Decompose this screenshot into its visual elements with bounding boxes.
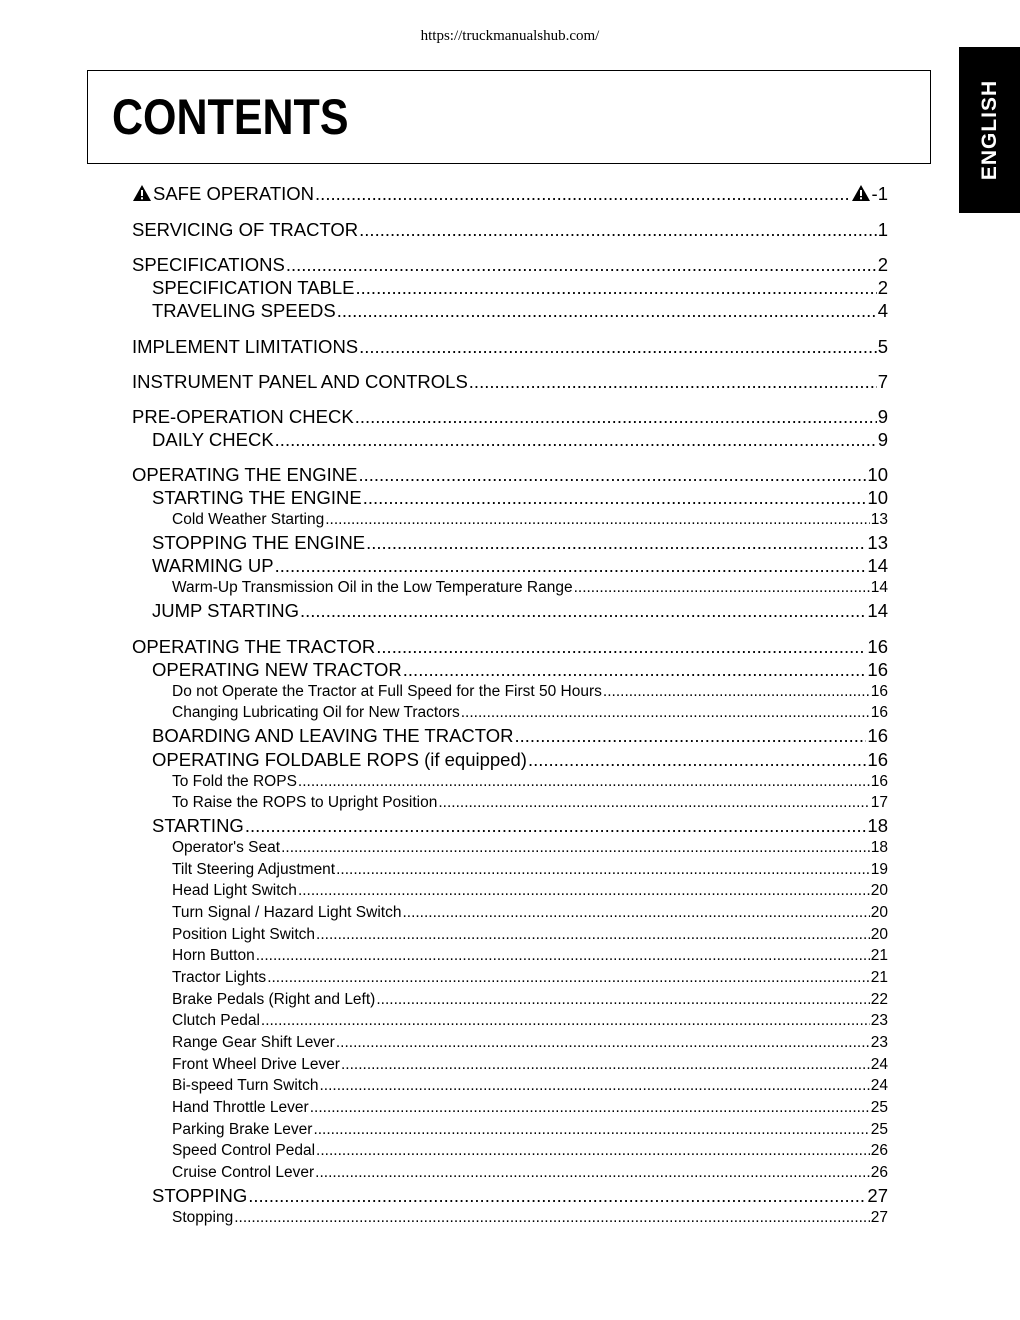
toc-entry-page: 24 (870, 1056, 888, 1073)
warning-triangle-icon (132, 184, 152, 202)
toc-entry[interactable] (152, 659, 888, 681)
toc-entry[interactable] (172, 969, 888, 987)
toc-entry-page: 26 (870, 1142, 888, 1159)
toc-entry[interactable] (172, 1209, 888, 1227)
dot-leader (355, 406, 877, 428)
toc-entry[interactable] (132, 183, 888, 205)
toc-entry-label: Clutch Pedal (172, 1012, 260, 1029)
toc-entry-label: To Fold the ROPS (172, 773, 297, 790)
dot-leader (325, 511, 870, 529)
toc-entry-label: PRE-OPERATION CHECK (132, 406, 354, 427)
toc-entry[interactable] (152, 600, 888, 622)
dot-leader (356, 277, 877, 299)
toc-entry-label: Speed Control Pedal (172, 1142, 316, 1159)
toc-entry[interactable] (172, 861, 888, 879)
toc-entry-page: 25 (870, 1099, 888, 1116)
dot-leader (298, 773, 870, 791)
dot-leader (341, 1056, 870, 1074)
toc-entry-label: Head Light Switch (172, 882, 297, 899)
toc-entry[interactable] (132, 336, 888, 358)
toc-entry-label: STARTING (152, 815, 244, 836)
toc-entry-page: 25 (870, 1121, 888, 1138)
toc-entry-label: OPERATING NEW TRACTOR (152, 659, 402, 680)
toc-entry[interactable] (172, 991, 888, 1009)
toc-entry-page: 2 (877, 277, 888, 298)
dot-leader (248, 1185, 866, 1207)
dot-leader (363, 487, 867, 509)
toc-entry-label: Position Light Switch (172, 926, 316, 943)
dot-leader (603, 683, 870, 701)
warning-triangle-icon (851, 184, 871, 202)
toc-entry-page: 27 (870, 1209, 888, 1226)
toc-entry-label: Tilt Steering Adjustment (172, 861, 336, 878)
toc-entry-label: OPERATING THE ENGINE (132, 464, 358, 485)
toc-entry[interactable] (132, 219, 888, 241)
toc-entry-label: IMPLEMENT LIMITATIONS (132, 336, 359, 357)
dot-leader (469, 371, 877, 393)
toc-entry[interactable] (132, 464, 888, 486)
toc-entry[interactable] (172, 511, 888, 529)
toc-entry-label: SPECIFICATIONS (132, 254, 285, 275)
toc-entry-label: STOPPING (152, 1185, 248, 1206)
toc-entry-page: 14 (870, 579, 888, 596)
dot-leader (281, 839, 870, 857)
toc-entry-page: 20 (870, 926, 888, 943)
dot-leader (528, 749, 866, 771)
toc-entry[interactable] (172, 704, 888, 722)
dot-leader (319, 1077, 869, 1095)
toc-entry-label: Warm-Up Transmission Oil in the Low Temperature Range (172, 579, 573, 596)
dot-leader (275, 429, 877, 451)
dot-leader (234, 1209, 870, 1227)
dot-leader (267, 969, 870, 987)
toc-entry-page: 16 (870, 704, 888, 721)
toc-entry-label: Front Wheel Drive Lever (172, 1056, 340, 1073)
dot-leader (358, 464, 866, 486)
toc-entry[interactable] (152, 815, 888, 837)
toc-entry-label: Turn Signal / Hazard Light Switch (172, 904, 402, 921)
dot-leader (245, 815, 867, 837)
toc-entry-page: 23 (870, 1012, 888, 1029)
toc-entry-label: SERVICING OF TRACTOR (132, 219, 359, 240)
toc-entry[interactable] (132, 406, 888, 428)
source-url: https://truckmanualshub.com/ (420, 28, 600, 44)
dot-leader (316, 1142, 870, 1160)
dot-leader (376, 636, 866, 658)
toc-entry-label: Tractor Lights (172, 969, 267, 986)
toc-entry[interactable] (172, 1121, 888, 1139)
toc-entry-label: OPERATING FOLDABLE ROPS (if equipped) (152, 749, 527, 770)
toc-entry-label: STARTING THE ENGINE (152, 487, 362, 508)
toc-entry[interactable] (132, 254, 888, 276)
toc-entry[interactable] (172, 794, 888, 812)
toc-entry-page: 13 (870, 511, 888, 528)
toc-entry-label: Cold Weather Starting (172, 511, 325, 528)
toc-entry[interactable] (172, 1077, 888, 1095)
toc-entry[interactable] (132, 636, 888, 658)
toc-entry-page: 19 (870, 861, 888, 878)
dot-leader (359, 219, 877, 241)
dot-leader (461, 704, 870, 722)
toc-entry-page: 4 (877, 300, 888, 321)
toc-entry[interactable] (152, 1185, 888, 1207)
toc-entry-label: WARMING UP (152, 555, 274, 576)
toc-entry[interactable] (172, 947, 888, 965)
dot-leader (256, 947, 870, 965)
toc-entry-label: Cruise Control Lever (172, 1164, 315, 1181)
toc-entry-page: 21 (870, 969, 888, 986)
toc-entry-page: 24 (870, 1077, 888, 1094)
toc-entry-page: 14 (867, 600, 888, 621)
toc-entry-label: Bi-speed Turn Switch (172, 1077, 319, 1094)
toc-entry-label: INSTRUMENT PANEL AND CONTROLS (132, 371, 468, 392)
toc-entry-page: 26 (870, 1164, 888, 1181)
toc-entry-page: 17 (870, 794, 888, 811)
toc-entry[interactable] (152, 429, 888, 451)
toc-entry[interactable] (172, 579, 888, 597)
toc-entry-label: SPECIFICATION TABLE (152, 277, 355, 298)
toc-entry-page: 16 (867, 725, 888, 746)
toc-entry-label: JUMP STARTING (152, 600, 299, 621)
toc-entry-label: Changing Lubricating Oil for New Tractors (172, 704, 460, 721)
dot-leader (376, 991, 869, 1009)
language-label: ENGLISH (977, 79, 1001, 181)
toc-entry-page: 9 (877, 406, 888, 427)
dot-leader (402, 904, 869, 922)
dot-leader (300, 600, 866, 622)
dot-leader (574, 579, 870, 597)
toc-entry-page: 10 (867, 487, 888, 508)
dot-leader (298, 882, 870, 900)
toc-entry-page: 1 (877, 219, 888, 240)
toc-entry-page: 18 (867, 815, 888, 836)
dot-leader (286, 254, 877, 276)
toc-entry-page: 2 (877, 254, 888, 275)
dot-leader (261, 1012, 870, 1030)
toc-entry[interactable] (152, 532, 888, 554)
dot-leader (366, 532, 866, 554)
toc-entry-page: 22 (870, 991, 888, 1008)
dot-leader (315, 183, 850, 205)
toc-entry[interactable] (152, 487, 888, 509)
toc-entry-label: SAFE OPERATION (132, 183, 314, 205)
toc-entry[interactable] (152, 277, 888, 299)
toc-entry-page: 23 (870, 1034, 888, 1051)
dot-leader (359, 336, 877, 358)
toc-entry[interactable] (172, 1164, 888, 1182)
toc-entry[interactable] (152, 749, 888, 771)
toc-entry[interactable] (172, 1099, 888, 1117)
toc-entry-page: 27 (867, 1185, 888, 1206)
toc-entry-page: -1 (851, 183, 888, 205)
dot-leader (275, 555, 867, 577)
toc-entry[interactable] (172, 839, 888, 857)
toc-entry[interactable] (172, 1034, 888, 1052)
toc-entry-page: 21 (870, 947, 888, 964)
toc-entry-page: 16 (867, 636, 888, 657)
dot-leader (438, 794, 869, 812)
toc-entry-label: To Raise the ROPS to Upright Position (172, 794, 438, 811)
toc-entry-label: Brake Pedals (Right and Left) (172, 991, 376, 1008)
dot-leader (316, 926, 870, 944)
toc-entry-label: DAILY CHECK (152, 429, 274, 450)
toc-entry[interactable] (152, 725, 888, 747)
dot-leader (310, 1099, 870, 1117)
toc-entry[interactable] (152, 555, 888, 577)
toc-entry-page: 16 (867, 659, 888, 680)
toc-entry-label: Range Gear Shift Lever (172, 1034, 335, 1051)
dot-leader (336, 1034, 870, 1052)
toc-entry[interactable] (172, 882, 888, 900)
dot-leader (313, 1121, 869, 1139)
dot-leader (403, 659, 867, 681)
toc-entry[interactable] (172, 904, 888, 922)
toc-entry[interactable] (132, 371, 888, 393)
toc-entry-page: 10 (867, 464, 888, 485)
toc-entry[interactable] (172, 926, 888, 944)
toc-entry-page: 16 (867, 749, 888, 770)
toc-entry-label: Stopping (172, 1209, 234, 1226)
toc-entry-page: 20 (870, 904, 888, 921)
toc-entry-label: Operator's Seat (172, 839, 281, 856)
toc-entry-page: 14 (867, 555, 888, 576)
dot-leader (515, 725, 867, 747)
toc-entry-label: Horn Button (172, 947, 255, 964)
toc-entry-page: 18 (870, 839, 888, 856)
toc-entry-page: 16 (870, 773, 888, 790)
dot-leader (336, 861, 870, 879)
toc-entry-label: STOPPING THE ENGINE (152, 532, 366, 553)
toc-entry-label: OPERATING THE TRACTOR (132, 636, 376, 657)
toc-entry-page: 5 (877, 336, 888, 357)
toc-entry-label: Hand Throttle Lever (172, 1099, 309, 1116)
dot-leader (315, 1164, 870, 1182)
toc-entry[interactable] (152, 300, 888, 322)
toc-entry[interactable] (172, 773, 888, 791)
toc-entry-page: 20 (870, 882, 888, 899)
page-title: CONTENTS (112, 89, 349, 145)
toc-entry-label: Do not Operate the Tractor at Full Speed for the First 50 Hours (172, 683, 602, 700)
toc-entry-page: 13 (867, 532, 888, 553)
toc-entry-label: Parking Brake Lever (172, 1121, 313, 1138)
toc-entry[interactable] (172, 1056, 888, 1074)
toc-entry-label: BOARDING AND LEAVING THE TRACTOR (152, 725, 514, 746)
toc-entry-label: TRAVELING SPEEDS (152, 300, 336, 321)
toc-entry[interactable] (172, 683, 888, 701)
dot-leader (337, 300, 877, 322)
toc-entry-page: 7 (877, 371, 888, 392)
toc-entry[interactable] (172, 1142, 888, 1160)
toc-entry-page: 16 (870, 683, 888, 700)
toc-entry[interactable] (172, 1012, 888, 1030)
toc-entry-page: 9 (877, 429, 888, 450)
